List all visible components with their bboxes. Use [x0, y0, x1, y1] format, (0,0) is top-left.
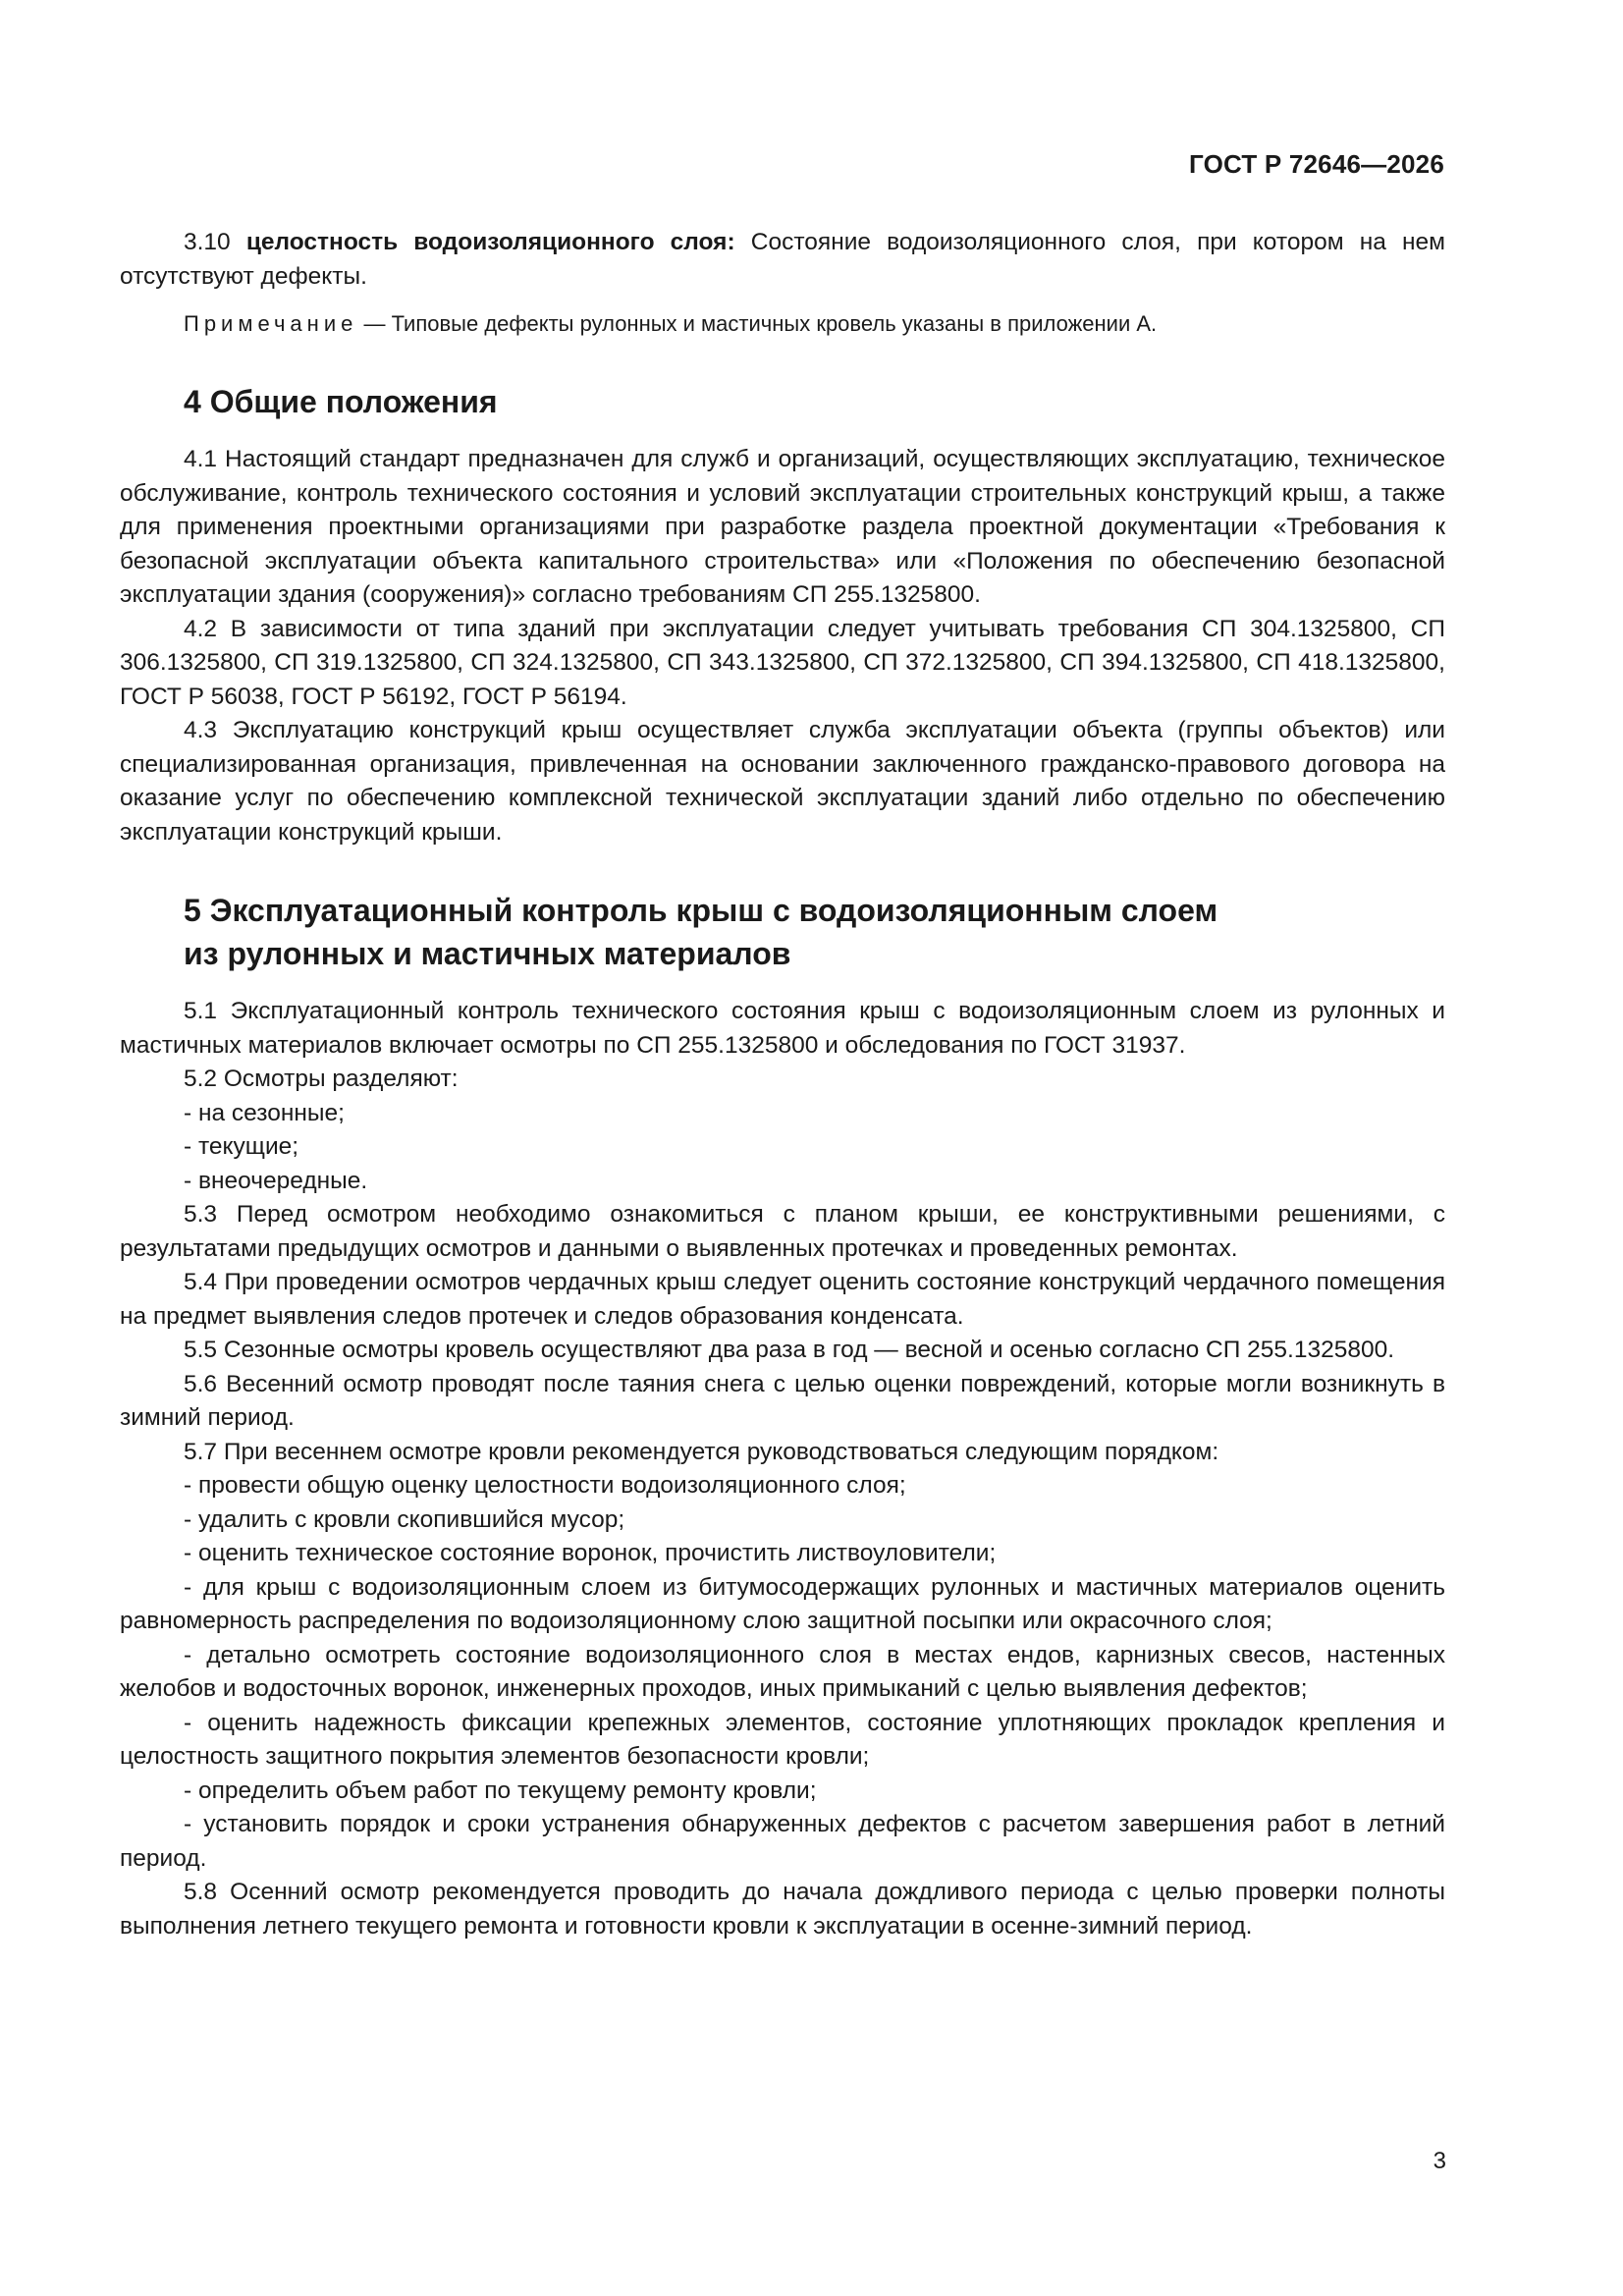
note-paragraph — [120, 309, 1445, 339]
page-number: 3 — [1433, 2148, 1446, 2174]
list-item: - детально осмотреть состояние водоизоляционного слоя в местах ендов, карнизных свесов, настенных желобов и водосточных воронок, инженерных проходов, иных примыканий с целью выявления дефектов; — [120, 1641, 1445, 1702]
section-4-title: 4 Общие положения — [184, 384, 498, 419]
list-item: - провести общую оценку целостности водоизоляционного слоя; — [184, 1472, 906, 1499]
clause-5-1: 5.1 Эксплуатационный контроль технического состояния крыш с водоизоляционным слоем из рулонных и мастичных материалов включает осмотры по СП 255.1325800 и обследования по ГОСТ 31937. — [120, 998, 1445, 1059]
section-5-title-line-1: 5 Эксплуатационный контроль крыш с водоизоляционным слоем — [184, 893, 1218, 928]
clause-5-7: 5.7 При весеннем осмотре кровли рекомендуется руководствоваться следующим порядком: — [184, 1438, 1219, 1465]
list-item: - для крыш с водоизоляционным слоем из битумосодержащих рулонных и мастичных материалов оценить равномерность распределения по водоизоляционному слою защитной посыпки или окрасочного слоя; — [120, 1573, 1445, 1634]
term-definition-text: Состояние водоизоляционного слоя, при котором на нем отсутствуют дефекты. — [120, 229, 1445, 290]
note-label: Примечание — [184, 311, 358, 336]
section-5-title-line-2: из рулонных и мастичных материалов — [184, 936, 791, 971]
clause-4-3: 4.3 Эксплуатацию конструкций крыш осуществляет служба эксплуатации объекта (группы объектов) или специализированная организация, привлеченная на основании заключенного гражданско-правового договора на оказание услуг по обеспечению комплексной технической эксплуатации зданий либо отдельно по обеспечению эксплуатации конструкций крыши. — [120, 717, 1445, 846]
document-header-code: ГОСТ Р 72646—2026 — [1189, 149, 1444, 179]
clause-3-10 — [120, 226, 1445, 294]
list-item: - на сезонные; — [184, 1099, 345, 1126]
page-content — [120, 226, 1445, 1943]
clause-5-6: 5.6 Весенний осмотр проводят после таяния снега с целью оценки повреждений, которые могли возникнуть в зимний период. — [120, 1370, 1445, 1431]
clause-4-1: 4.1 Настоящий стандарт предназначен для служб и организаций, осуществляющих эксплуатацию, техническое обслуживание, контроль технического состояния и условий эксплуатации строительных конструкций крыш, а также для применения проектными организациями при разработке раздела проектной документации «Требования к безопасной эксплуатации объекта капитального строительства» или «Положения по обеспечению безопасной эксплуатации здания (сооружения)» согласно требованиям СП 255.1325800. — [120, 446, 1445, 608]
list-item: - оценить техническое состояние воронок, прочистить листвоуловители; — [184, 1540, 997, 1566]
clause-4-2: 4.2 В зависимости от типа зданий при эксплуатации следует учитывать требования СП 304.1325800, СП 306.1325800, СП 319.1325800, СП 324.1325800, СП 343.1325800, СП 372.1325800, СП 394.1325800, СП 418.1325800, ГОСТ Р 56038, ГОСТ Р 56192, ГОСТ Р 56194. — [120, 615, 1445, 710]
term-definition-title: целостность водоизоляционного слоя: — [245, 229, 735, 255]
list-item: - удалить с кровли скопившийся мусор; — [184, 1505, 625, 1533]
clause-5-5: 5.5 Сезонные осмотры кровель осуществляют два раза в год — весной и осенью согласно СП 255.1325800. — [184, 1337, 1395, 1363]
clause-5-2: 5.2 Осмотры разделяют: — [184, 1066, 459, 1092]
section-5-title — [120, 889, 1445, 975]
clause-number: 3.10 — [184, 229, 246, 255]
list-item: - оценить надежность фиксации крепежных элементов, состояние уплотняющих прокладок крепления и целостность защитного покрытия элементов безопасности кровли; — [120, 1709, 1445, 1770]
list-item: - текущие; — [184, 1133, 299, 1160]
list-item: - определить объем работ по текущему ремонту кровли; — [184, 1777, 817, 1804]
list-item: - внеочередные. — [184, 1167, 368, 1194]
list-item: - установить порядок и сроки устранения обнаруженных дефектов с расчетом завершения работ в летний период. — [120, 1811, 1445, 1872]
clause-5-8: 5.8 Осенний осмотр рекомендуется проводить до начала дождливого периода с целью проверки полноты выполнения летнего текущего ремонта и готовности кровли к эксплуатации в осенне-зимний период. — [120, 1879, 1445, 1940]
clause-5-4: 5.4 При проведении осмотров чердачных крыш следует оценить состояние конструкций чердачного помещения на предмет выявления следов протечек и следов образования конденсата. — [120, 1269, 1445, 1330]
clause-5-3: 5.3 Перед осмотром необходимо ознакомиться с планом крыши, ее конструктивными решениями, с результатами предыдущих осмотров и данными о выявленных протечках и проведенных ремонтах. — [120, 1201, 1445, 1262]
note-text: — Типовые дефекты рулонных и мастичных кровель указаны в приложении А. — [357, 311, 1158, 336]
